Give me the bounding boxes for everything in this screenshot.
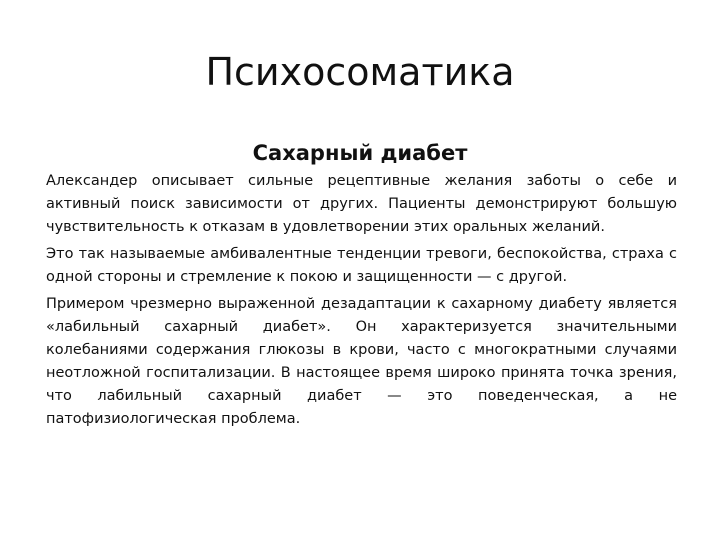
- body-paragraph: Александер описывает сильные рецептивные желания заботы о себе и активный поиск зависимости от других. Пациенты демонстрируют большую чувствительность к отказам в удовлетворении этих оральных желаний.: [46, 173, 677, 235]
- body-paragraph: Примером чрезмерно выраженной дезадаптации к сахарному диабету является «лабильный сахарный диабет». Он характеризуется значительными колебаниями содержания глюкозы в крови, часто с многократными случаями неотложной госпитализации. В настоящее время широко принята точка зрения, что лабильный сахарный диабет — это поведенческая, а не патофизиологическая проблема.: [46, 296, 677, 427]
- body-paragraph: Это так называемые амбивалентные тенденции тревоги, беспокойства, страха с одной стороны и стремление к покою и защищенности — с другой.: [46, 246, 677, 285]
- slide-subtitle: Сахарный диабет: [252, 141, 468, 165]
- slide-title: Психосоматика: [205, 50, 515, 94]
- slide-body: [46, 170, 677, 435]
